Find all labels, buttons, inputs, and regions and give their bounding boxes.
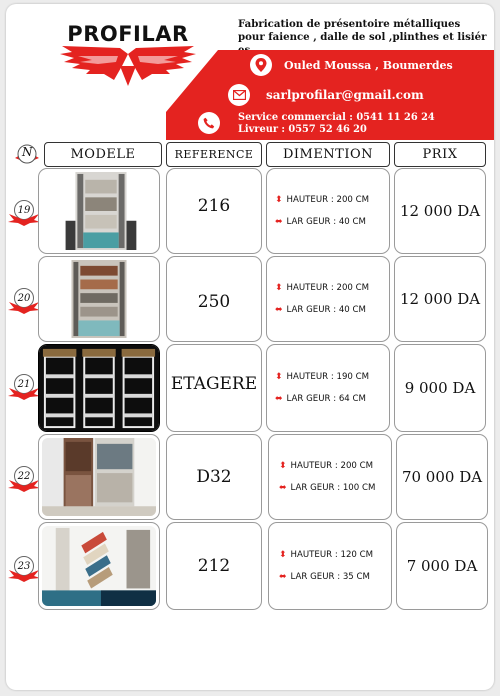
row-number: 22 (14, 466, 34, 486)
livreur-phone[interactable]: Livreur : 0557 52 46 20 (238, 124, 367, 135)
price-cell: 12 000 DA (394, 256, 486, 342)
brand-logo (52, 22, 202, 92)
width-arrow-icon: ⬌ (275, 393, 283, 404)
model-photo-250 (38, 256, 160, 342)
price-cell: 12 000 DA (394, 168, 486, 254)
address-text: Ouled Moussa , Boumerdes (284, 58, 453, 72)
row-number: 23 (14, 556, 34, 576)
row-number: 21 (14, 374, 34, 394)
height-arrow-icon: ⬍ (279, 549, 287, 560)
height-arrow-icon: ⬍ (275, 371, 283, 382)
model-photo-d32 (38, 434, 160, 520)
row-number-badge (8, 466, 40, 500)
row-number-badge (8, 288, 40, 322)
brand-name: PROFILAR (67, 22, 189, 46)
height-arrow-icon: ⬍ (279, 460, 287, 471)
header-model: MODELE (44, 142, 162, 167)
shelf-unit-image (39, 345, 159, 431)
row-number: 20 (14, 288, 34, 308)
height-value: HAUTEUR : 200 CM (290, 461, 374, 471)
height-arrow-icon: ⬍ (275, 282, 283, 293)
number-header: N (22, 145, 33, 159)
width-line (275, 394, 366, 404)
height-value: HAUTEUR : 200 CM (286, 195, 370, 205)
model-photo-etagere (38, 344, 160, 432)
width-arrow-icon: ⬌ (279, 482, 287, 493)
phone-icon (198, 112, 220, 134)
height-line (279, 550, 373, 560)
row-number: 19 (14, 200, 34, 220)
price-cell: 7 000 DA (396, 522, 488, 610)
phone-numbers (238, 112, 435, 136)
reference-cell: 212 (166, 522, 262, 610)
width-value: LAR GEUR : 35 CM (290, 572, 370, 582)
height-value: HAUTEUR : 120 CM (290, 550, 374, 560)
model-photo-212 (38, 522, 160, 610)
address-row (250, 54, 453, 76)
dimension-cell (266, 344, 390, 432)
reference-cell: D32 (166, 434, 262, 520)
row-number-badge (8, 200, 40, 234)
angled-tile-rack-image (42, 526, 156, 606)
catalog-page (6, 4, 494, 690)
dimension-cell (268, 434, 392, 520)
width-value: LAR GEUR : 64 CM (286, 394, 366, 404)
width-arrow-icon: ⬌ (279, 571, 287, 582)
reference-cell: 250 (166, 256, 262, 342)
reference-cell: ETAGERE (166, 344, 262, 432)
height-line (275, 283, 369, 293)
wings-logo-icon (58, 44, 198, 88)
display-stand-image (42, 260, 156, 338)
width-value: LAR GEUR : 100 CM (290, 483, 376, 493)
width-line (279, 572, 370, 582)
width-arrow-icon: ⬌ (275, 216, 283, 227)
height-line (279, 461, 373, 471)
width-value: LAR GEUR : 40 CM (286, 305, 366, 315)
height-arrow-icon: ⬍ (275, 194, 283, 205)
company-tagline: Fabrication de présentoire métalliques pour faience , dalle de sol ,plinthes et lisiér (238, 18, 487, 43)
location-pin-icon (250, 54, 272, 76)
dimension-cell (266, 168, 390, 254)
height-value: HAUTEUR : 200 CM (286, 283, 370, 293)
phone-row (198, 112, 435, 136)
price-cell: 9 000 DA (394, 344, 486, 432)
width-line (279, 483, 375, 493)
width-value: LAR GEUR : 40 CM (286, 217, 366, 227)
dimension-cell (268, 522, 392, 610)
header-reference: REFERENCE (166, 142, 262, 167)
price-cell: 70 000 DA (396, 434, 488, 520)
header-price: PRIX (394, 142, 486, 167)
width-arrow-icon: ⬌ (275, 304, 283, 315)
height-line (275, 195, 369, 205)
height-line (275, 372, 369, 382)
reference-cell: 216 (166, 168, 262, 254)
width-line (275, 305, 366, 315)
width-line (275, 217, 366, 227)
row-number-badge (8, 374, 40, 408)
header-dimension: DIMENTION (266, 142, 390, 167)
model-photo-216 (38, 168, 160, 254)
height-value: HAUTEUR : 190 CM (286, 372, 370, 382)
service-phone[interactable]: Service commercial : 0541 11 26 24 (238, 112, 435, 123)
row-number-badge (8, 556, 40, 590)
dimension-cell (266, 256, 390, 342)
display-stand-image (42, 172, 156, 250)
tile-display-image (42, 438, 156, 516)
email-link[interactable]: sarlprofilar@gmail.com (266, 88, 424, 102)
envelope-icon (228, 84, 250, 106)
email-row (228, 84, 424, 106)
number-header-badge (14, 144, 40, 168)
